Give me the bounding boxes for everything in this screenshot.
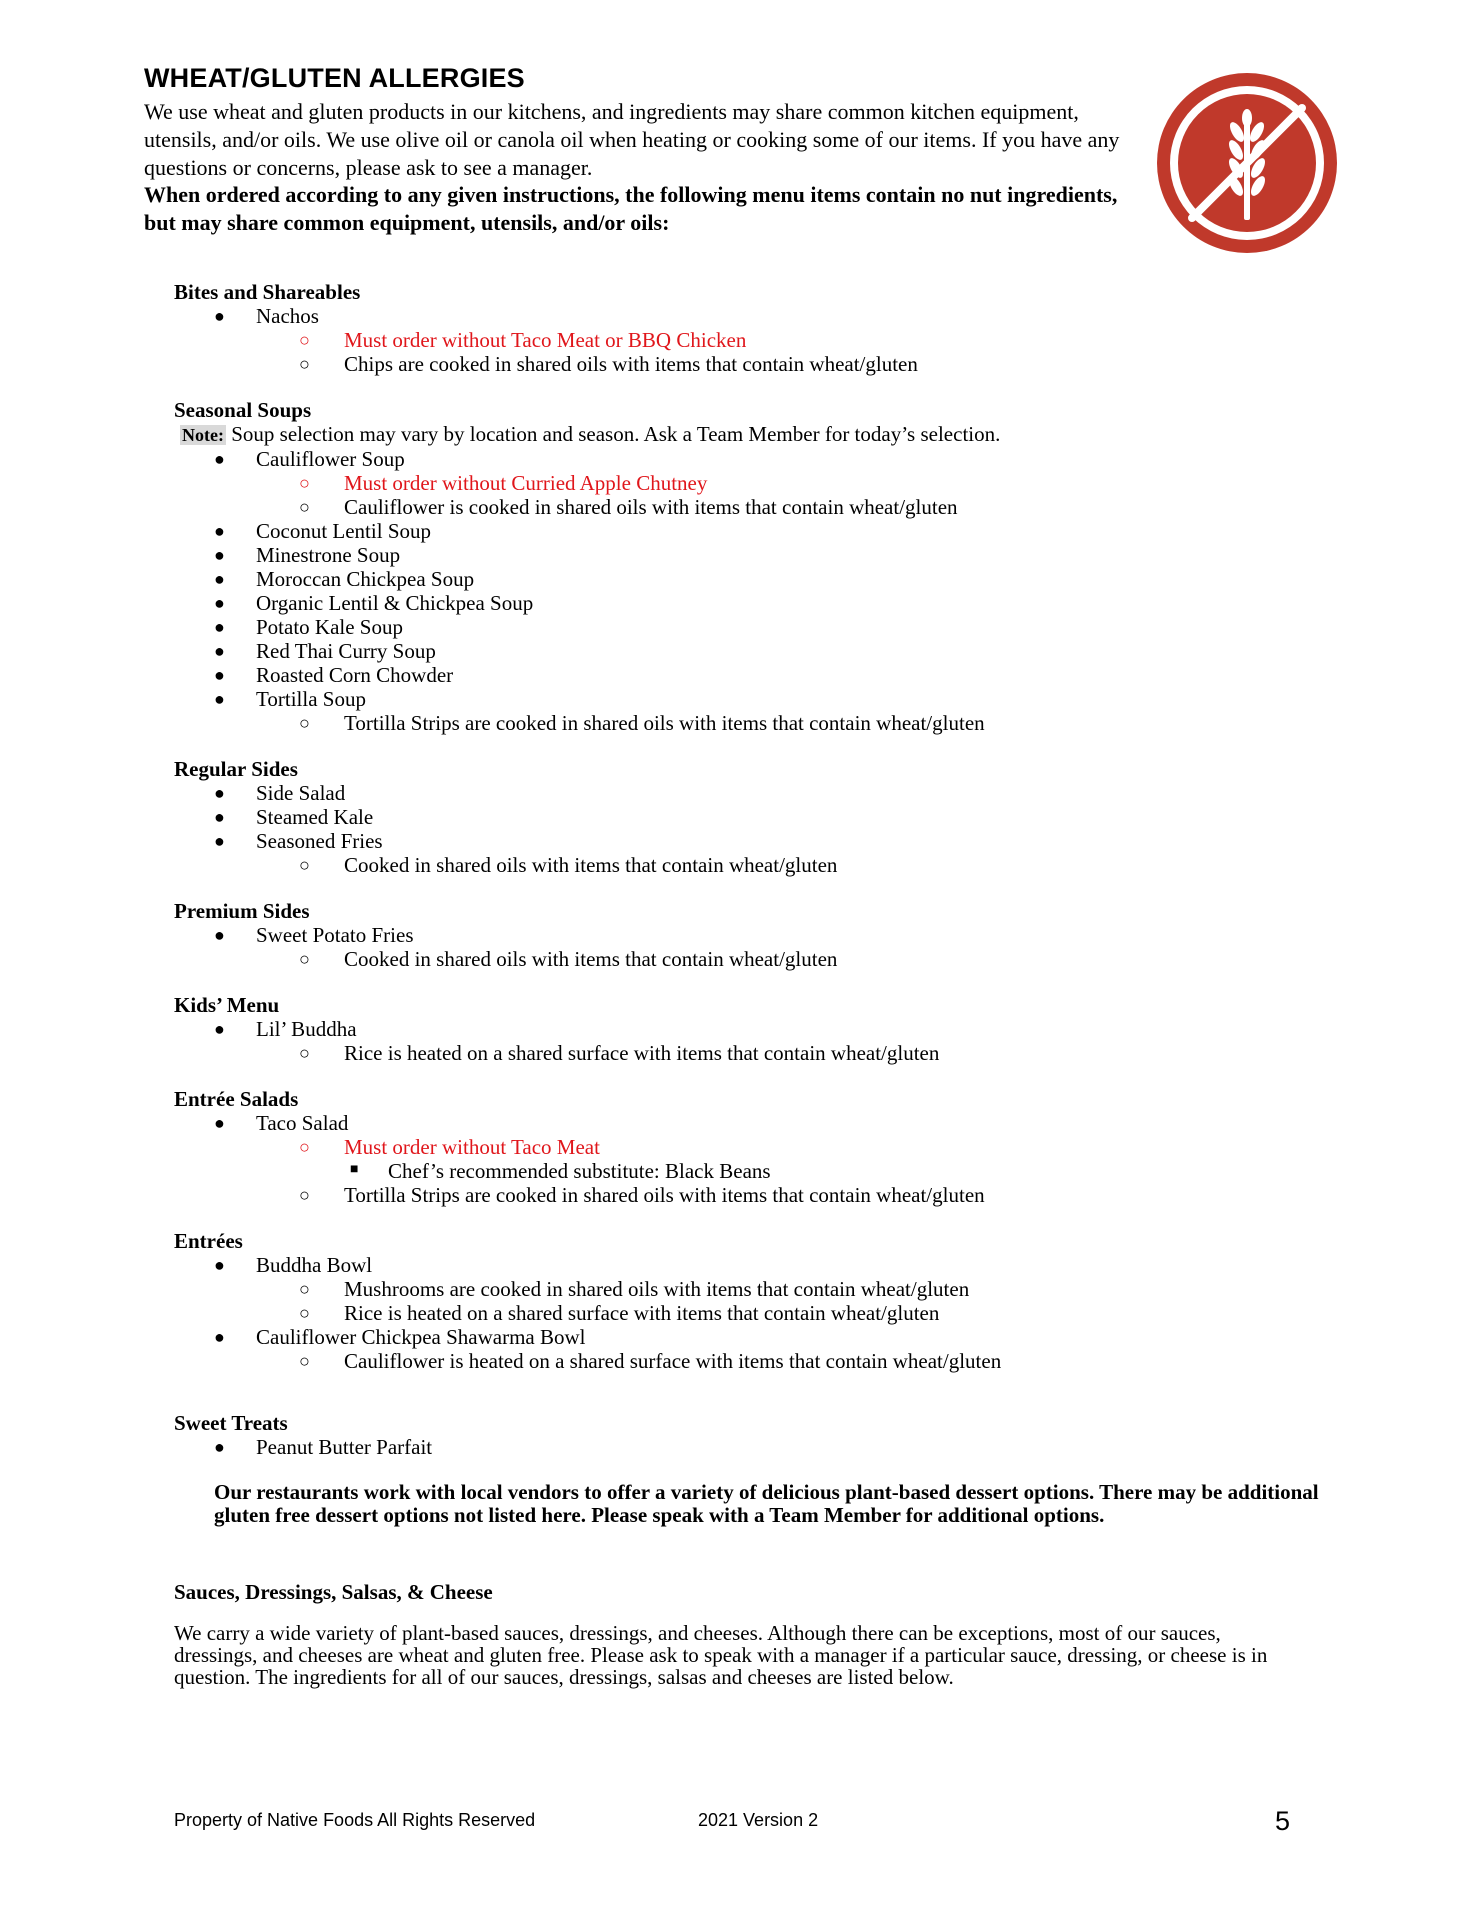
- list-item: ○ Must order without Taco Meat or BBQ Chicken: [299, 328, 747, 352]
- list-item: ○ Tortilla Strips are cooked in shared oils with items that contain wheat/gluten: [299, 711, 985, 735]
- list-item: ○ Mushrooms are cooked in shared oils with items that contain wheat/gluten: [299, 1277, 970, 1301]
- list-item: ● Cauliflower Chickpea Shawarma Bowl: [214, 1325, 586, 1349]
- list-item: ● Steamed Kale: [214, 805, 374, 829]
- list-item: ○ Cauliflower is cooked in shared oils with items that contain wheat/gluten: [299, 495, 958, 519]
- list-item: ● Minestrone Soup: [214, 543, 401, 567]
- list-item: ● Moroccan Chickpea Soup: [214, 567, 475, 591]
- intro-paragraph: We use wheat and gluten products in our kitchens, and ingredients may share common kitchen equipment, utensils, and/or oils. We use olive oil or canola oil when heating or cooking some of our items. If you have any questions or concerns, please ask to see a manager.: [144, 99, 1120, 180]
- list-item: ○ Must order without Taco Meat: [299, 1135, 600, 1159]
- section-title: Bites and Shareables: [174, 280, 361, 304]
- section-regular-sides: [174, 757, 1354, 877]
- section-soups: [174, 398, 1354, 735]
- list-item: ● Roasted Corn Chowder: [214, 663, 454, 687]
- note-line: Note: Soup selection may vary by location and season. Ask a Team Member for today’s selection.: [182, 422, 1001, 446]
- section-title: Entrée Salads: [174, 1087, 299, 1111]
- list-item: ● Red Thai Curry Soup: [214, 639, 436, 663]
- section-title: Entrées: [174, 1229, 243, 1253]
- list-item: ● Side Salad: [214, 781, 346, 805]
- section-sweet-treats: [174, 1411, 1354, 1527]
- list-item: ● Sweet Potato Fries: [214, 923, 414, 947]
- list-item: ● Taco Salad: [214, 1111, 349, 1135]
- sauces-section-title: Sauces, Dressings, Salsas, & Cheese: [174, 1580, 493, 1604]
- list-item: ○ Rice is heated on a shared surface with items that contain wheat/gluten: [299, 1301, 940, 1325]
- section-title: Kids’ Menu: [174, 993, 280, 1017]
- menu-content: [174, 280, 1354, 1527]
- no-wheat-icon: [1154, 70, 1340, 256]
- section-kids-menu: [174, 993, 1354, 1065]
- section-title: Regular Sides: [174, 757, 298, 781]
- list-item: ○ Tortilla Strips are cooked in shared oils with items that contain wheat/gluten: [299, 1183, 985, 1207]
- page-title: WHEAT/GLUTEN ALLERGIES: [144, 63, 525, 93]
- list-item: ○ Cooked in shared oils with items that contain wheat/gluten: [299, 947, 838, 971]
- list-item: ○ Cooked in shared oils with items that contain wheat/gluten: [299, 853, 838, 877]
- list-item: ● Lil’ Buddha: [214, 1017, 357, 1041]
- section-premium-sides: [174, 899, 1354, 971]
- list-item: ● Cauliflower Soup: [214, 447, 405, 471]
- list-item: ● Peanut Butter Parfait: [214, 1435, 433, 1459]
- section-title: Seasonal Soups: [174, 398, 312, 422]
- list-item: ■ Chef’s recommended substitute: Black Beans: [350, 1159, 771, 1183]
- list-item: ● Seasoned Fries: [214, 829, 383, 853]
- sauces-paragraph: We carry a wide variety of plant-based sauces, dressings, and cheeses. Although there can be exceptions, most of our sauces, dressings, and cheeses are wheat and gluten free. Please ask to speak with a manager if a particular sauce, dressing, or cheese is in question. The ingredients for all of our sauces, dressings, salsas and cheeses are listed below.: [174, 1621, 1268, 1689]
- section-title: Sweet Treats: [174, 1411, 288, 1435]
- list-item: ● Coconut Lentil Soup: [214, 519, 431, 543]
- list-item: ● Potato Kale Soup: [214, 615, 403, 639]
- list-item: ● Tortilla Soup: [214, 687, 366, 711]
- intro-bold-paragraph: When ordered according to any given instructions, the following menu items contain no nut ingredients, but may share common equipment, utensils, and/or oils:: [144, 182, 1118, 235]
- section-entrees: [174, 1229, 1354, 1373]
- section-entree-salads: [174, 1087, 1354, 1207]
- footer-version: 2021 Version 2: [698, 1810, 819, 1830]
- list-item: ○ Chips are cooked in shared oils with items that contain wheat/gluten: [299, 352, 918, 376]
- footer-copyright: Property of Native Foods All Rights Reserved: [174, 1810, 536, 1830]
- section-bites: [174, 280, 1354, 376]
- list-item: ○ Cauliflower is heated on a shared surface with items that contain wheat/gluten: [299, 1349, 1002, 1373]
- list-item: ○ Rice is heated on a shared surface with items that contain wheat/gluten: [299, 1041, 940, 1065]
- list-item: ● Buddha Bowl: [214, 1253, 373, 1277]
- note-tag: Note:: [182, 425, 224, 445]
- list-item: ○ Must order without Curried Apple Chutney: [299, 471, 708, 495]
- dessert-note: Our restaurants work with local vendors to offer a variety of delicious plant-based dessert options. There may be additional gluten free dessert options not listed here. Please speak with a Team Member for additional options.: [214, 1480, 1319, 1527]
- page-number: 5: [1275, 1806, 1291, 1836]
- list-item: ● Organic Lentil & Chickpea Soup: [214, 591, 534, 615]
- list-item: ● Nachos: [214, 304, 319, 328]
- section-title: Premium Sides: [174, 899, 310, 923]
